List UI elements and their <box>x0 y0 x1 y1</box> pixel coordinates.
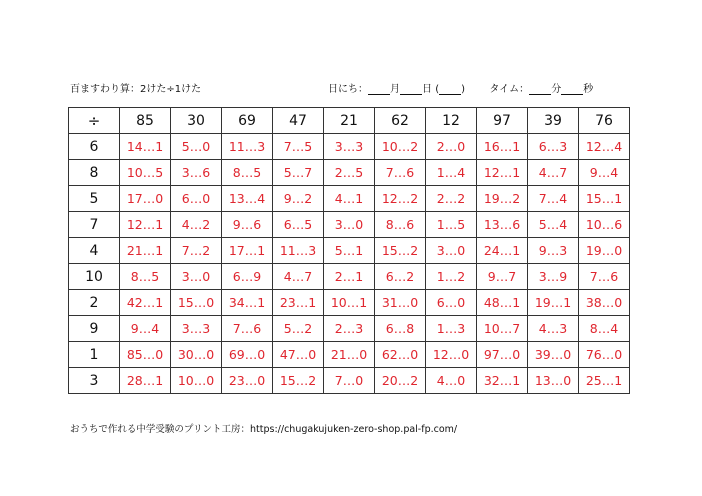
answer-cell: 5…2 <box>273 316 324 342</box>
answer-cell: 4…2 <box>171 212 222 238</box>
answer-cell: 42…1 <box>120 290 171 316</box>
weekday-close: ) <box>461 84 465 95</box>
minute-blank <box>529 84 551 95</box>
answer-cell: 2…1 <box>324 264 375 290</box>
answer-cell: 10…1 <box>324 290 375 316</box>
date-label: 日にち： <box>328 84 368 95</box>
answer-cell: 7…4 <box>528 186 579 212</box>
table-row <box>69 212 630 238</box>
answer-cell: 8…4 <box>579 316 630 342</box>
answer-cell: 10…6 <box>579 212 630 238</box>
answer-cell: 3…9 <box>528 264 579 290</box>
second-label: 秒 <box>583 84 594 95</box>
answer-cell: 5…7 <box>273 160 324 186</box>
answer-cell: 13…4 <box>222 186 273 212</box>
table-row <box>69 316 630 342</box>
table-row <box>69 238 630 264</box>
month-blank <box>368 84 390 95</box>
answer-cell: 17…0 <box>120 186 171 212</box>
answer-cell: 11…3 <box>222 134 273 160</box>
answer-cell: 21…0 <box>324 342 375 368</box>
answer-cell: 24…1 <box>477 238 528 264</box>
answer-cell: 15…2 <box>273 368 324 394</box>
answer-cell: 10…2 <box>375 134 426 160</box>
answer-cell: 3…3 <box>324 134 375 160</box>
dividend-cell: 39 <box>528 108 579 134</box>
answer-cell: 12…1 <box>477 160 528 186</box>
divisor-cell: 1 <box>69 342 120 368</box>
answer-cell: 19…2 <box>477 186 528 212</box>
answer-cell: 30…0 <box>171 342 222 368</box>
answer-cell: 2…3 <box>324 316 375 342</box>
answer-cell: 9…4 <box>579 160 630 186</box>
answer-cell: 6…0 <box>171 186 222 212</box>
dividend-cell: 12 <box>426 108 477 134</box>
table-row <box>69 134 630 160</box>
answer-cell: 13…6 <box>477 212 528 238</box>
answer-cell: 85…0 <box>120 342 171 368</box>
divisor-cell: 6 <box>69 134 120 160</box>
answer-cell: 15…2 <box>375 238 426 264</box>
dividend-cell: 76 <box>579 108 630 134</box>
answer-cell: 1…4 <box>426 160 477 186</box>
dividend-cell: 62 <box>375 108 426 134</box>
answer-cell: 7…0 <box>324 368 375 394</box>
table-row <box>69 342 630 368</box>
table-row <box>69 264 630 290</box>
answer-cell: 2…0 <box>426 134 477 160</box>
answer-cell: 23…1 <box>273 290 324 316</box>
day-label: 日 <box>422 84 432 95</box>
second-blank <box>561 84 583 95</box>
answer-cell: 7…5 <box>273 134 324 160</box>
answer-cell: 5…4 <box>528 212 579 238</box>
answer-cell: 19…1 <box>528 290 579 316</box>
table-row <box>69 160 630 186</box>
answer-cell: 25…1 <box>579 368 630 394</box>
answer-cell: 1…3 <box>426 316 477 342</box>
weekday-blank <box>439 84 461 95</box>
table-row <box>69 186 630 212</box>
header-row <box>69 108 630 134</box>
answer-cell: 2…2 <box>426 186 477 212</box>
divisor-cell: 7 <box>69 212 120 238</box>
answer-cell: 16…1 <box>477 134 528 160</box>
answer-cell: 19…0 <box>579 238 630 264</box>
answer-cell: 3…0 <box>426 238 477 264</box>
answer-cell: 76…0 <box>579 342 630 368</box>
answer-cell: 8…5 <box>120 264 171 290</box>
divisor-cell: 2 <box>69 290 120 316</box>
weekday-open: ( <box>435 84 440 95</box>
answer-cell: 28…1 <box>120 368 171 394</box>
division-grid <box>68 107 630 394</box>
worksheet-title: 百ますわり算：2けた÷1けた <box>70 84 202 95</box>
table-row <box>69 290 630 316</box>
dividend-cell: 97 <box>477 108 528 134</box>
answer-cell: 3…6 <box>171 160 222 186</box>
answer-cell: 9…3 <box>528 238 579 264</box>
answer-cell: 6…0 <box>426 290 477 316</box>
answer-cell: 62…0 <box>375 342 426 368</box>
answer-cell: 9…4 <box>120 316 171 342</box>
answer-cell: 8…6 <box>375 212 426 238</box>
minute-label: 分 <box>551 84 562 95</box>
answer-cell: 23…0 <box>222 368 273 394</box>
answer-cell: 6…9 <box>222 264 273 290</box>
answer-cell: 17…1 <box>222 238 273 264</box>
table-row <box>69 368 630 394</box>
answer-cell: 69…0 <box>222 342 273 368</box>
month-label: 月 <box>390 84 400 95</box>
answer-cell: 20…2 <box>375 368 426 394</box>
answer-cell: 1…2 <box>426 264 477 290</box>
answer-cell: 6…3 <box>528 134 579 160</box>
answer-cell: 32…1 <box>477 368 528 394</box>
answer-cell: 12…4 <box>579 134 630 160</box>
answer-cell: 9…7 <box>477 264 528 290</box>
answer-cell: 4…1 <box>324 186 375 212</box>
answer-cell: 7…6 <box>579 264 630 290</box>
answer-cell: 10…7 <box>477 316 528 342</box>
answer-cell: 34…1 <box>222 290 273 316</box>
answer-cell: 39…0 <box>528 342 579 368</box>
answer-cell: 12…0 <box>426 342 477 368</box>
divisor-cell: 5 <box>69 186 120 212</box>
divisor-cell: 8 <box>69 160 120 186</box>
answer-cell: 47…0 <box>273 342 324 368</box>
answer-cell: 3…0 <box>171 264 222 290</box>
answer-cell: 15…1 <box>579 186 630 212</box>
answer-cell: 7…6 <box>375 160 426 186</box>
answer-cell: 48…1 <box>477 290 528 316</box>
answer-cell: 9…2 <box>273 186 324 212</box>
answer-cell: 14…1 <box>120 134 171 160</box>
dividend-cell: 69 <box>222 108 273 134</box>
header-fields <box>328 80 593 95</box>
answer-cell: 6…5 <box>273 212 324 238</box>
divisor-cell: 4 <box>69 238 120 264</box>
dividend-cell: 85 <box>120 108 171 134</box>
answer-cell: 13…0 <box>528 368 579 394</box>
answer-cell: 9…6 <box>222 212 273 238</box>
answer-cell: 2…5 <box>324 160 375 186</box>
answer-cell: 4…0 <box>426 368 477 394</box>
day-blank <box>400 84 422 95</box>
division-symbol: ÷ <box>69 108 120 134</box>
answer-cell: 12…2 <box>375 186 426 212</box>
answer-cell: 31…0 <box>375 290 426 316</box>
answer-cell: 6…8 <box>375 316 426 342</box>
answer-cell: 21…1 <box>120 238 171 264</box>
answer-cell: 38…0 <box>579 290 630 316</box>
answer-cell: 10…0 <box>171 368 222 394</box>
answer-cell: 4…3 <box>528 316 579 342</box>
answer-cell: 5…0 <box>171 134 222 160</box>
time-label: タイム： <box>489 84 530 95</box>
divisor-cell: 3 <box>69 368 120 394</box>
dividend-cell: 21 <box>324 108 375 134</box>
answer-cell: 4…7 <box>273 264 324 290</box>
dividend-cell: 47 <box>273 108 324 134</box>
answer-cell: 15…0 <box>171 290 222 316</box>
answer-cell: 12…1 <box>120 212 171 238</box>
answer-cell: 7…6 <box>222 316 273 342</box>
answer-cell: 1…5 <box>426 212 477 238</box>
answer-cell: 11…3 <box>273 238 324 264</box>
answer-cell: 7…2 <box>171 238 222 264</box>
answer-cell: 10…5 <box>120 160 171 186</box>
answer-cell: 5…1 <box>324 238 375 264</box>
answer-cell: 6…2 <box>375 264 426 290</box>
answer-cell: 3…3 <box>171 316 222 342</box>
answer-cell: 4…7 <box>528 160 579 186</box>
divisor-cell: 9 <box>69 316 120 342</box>
divisor-cell: 10 <box>69 264 120 290</box>
answer-cell: 3…0 <box>324 212 375 238</box>
footer-credit: おうちで作れる中学受験のプリント工房：https://chugakujuken-zero-shop.pal-fp.com/ <box>70 424 458 435</box>
answer-cell: 97…0 <box>477 342 528 368</box>
dividend-cell: 30 <box>171 108 222 134</box>
answer-cell: 8…5 <box>222 160 273 186</box>
